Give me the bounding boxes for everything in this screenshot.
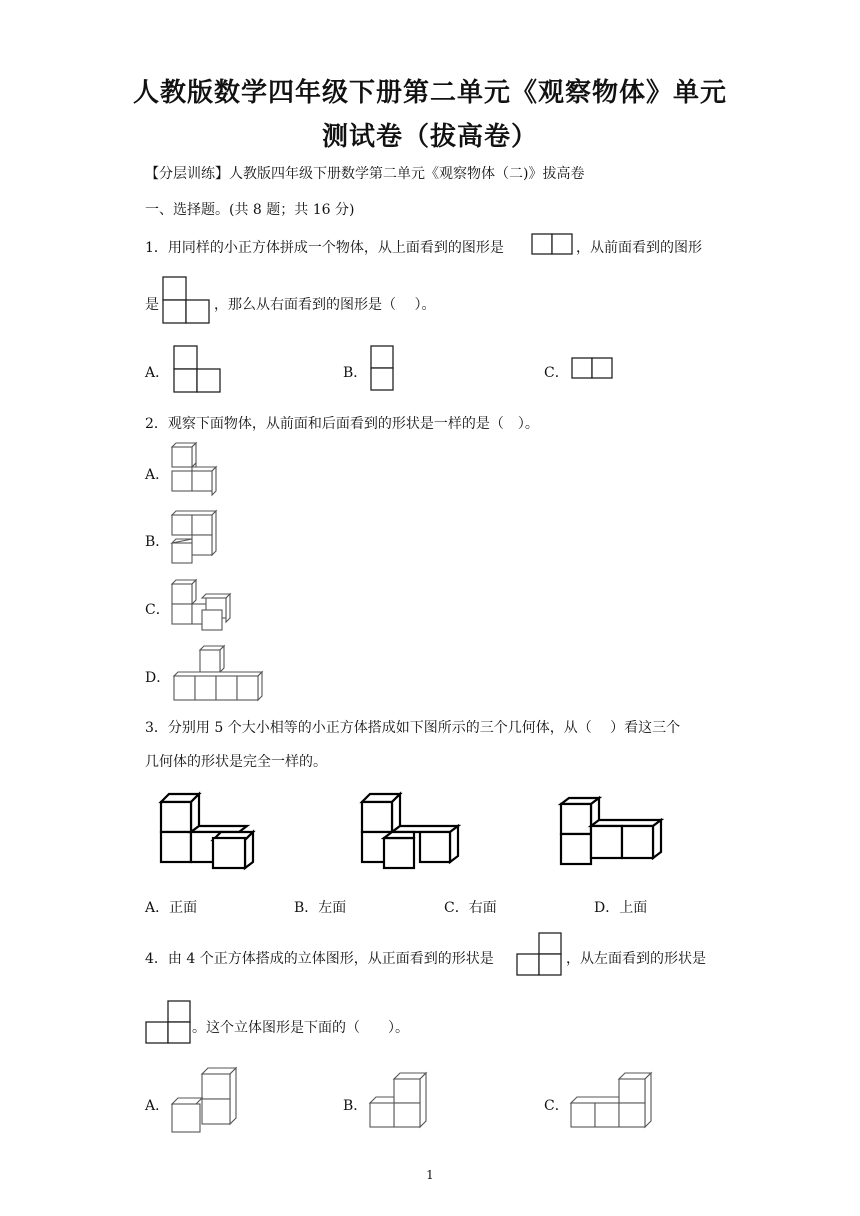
q2-option-a-figure [170,440,225,500]
q4-option-c-figure [569,1070,657,1132]
q3-figure-2 [358,792,462,872]
q3-text-line2: 几何体的形状是完全一样的。 [145,754,327,770]
q4-text-line2: 。这个立体图形是下面的（ ）。 [192,1020,409,1036]
q2-option-d-label[interactable]: D． [145,670,171,686]
q1-text-line2a: 是 [145,297,159,313]
q1-option-c-label[interactable]: C． [544,365,569,381]
q1-option-b-label[interactable]: B． [343,365,368,381]
q3-option-b[interactable]: B．左面 [294,900,347,916]
q2-option-d-figure [170,643,266,703]
q1-option-b-figure [370,345,396,393]
q3-figure-3 [557,792,667,872]
document-subtitle: 【分层训练】人教版四年级下册数学第二单元《观察物体（二)》拔高卷 [145,166,585,182]
q1-front-view-figure [162,276,212,326]
q1-top-view-figure [531,233,573,255]
q3-figure-1 [157,792,265,872]
q4-text-line1b: ，从左面看到的形状是 [566,951,706,967]
q3-option-a[interactable]: A．正面 [145,900,198,916]
q4-option-b-label[interactable]: B． [343,1098,368,1114]
q3-option-d[interactable]: D．上面 [594,900,648,916]
q4-option-c-label[interactable]: C． [544,1098,569,1114]
document-title-line2: 测试卷（拔高卷） [321,122,538,152]
q4-left-view-figure [145,1000,193,1046]
q4-option-b-figure [368,1070,432,1132]
section-heading: 一、选择题。(共 8 题；共 16 分) [145,202,355,218]
q1-text-line2b: ，那么从右面看到的图形是（ ）。 [214,297,436,313]
q3-option-c[interactable]: C．右面 [444,900,497,916]
q4-option-a-figure [170,1066,242,1136]
q4-text-line1a: 4．由 4 个正方体搭成的立体图形，从正面看到的形状是 [145,951,494,967]
q4-option-a-label[interactable]: A． [145,1098,170,1114]
q1-text-line1a: 1．用同样的小正方体拼成一个物体，从上面看到的图形是 [145,240,504,256]
q2-option-b-figure [170,508,225,570]
q3-text-line1: 3．分别用 5 个大小相等的小正方体搭成如下图所示的三个几何体，从（ ）看这三个 [145,720,681,736]
q2-option-b-label[interactable]: B． [145,534,170,550]
page-number: 1 [426,1168,434,1182]
q2-text: 2．观察下面物体，从前面和后面看到的形状是一样的是（ ）。 [145,416,539,432]
q2-option-a-label[interactable]: A． [145,467,170,483]
q1-option-a-figure [173,345,223,393]
q1-option-a-label[interactable]: A． [145,365,170,381]
q1-text-line1b: ，从前面看到的图形 [576,240,702,256]
q4-front-view-figure [516,932,564,978]
q2-option-c-figure [170,577,238,633]
q1-option-c-figure [571,357,615,381]
q2-option-c-label[interactable]: C． [145,602,170,618]
document-title-line1: 人教版数学四年级下册第二单元《观察物体》单元 [132,78,727,108]
